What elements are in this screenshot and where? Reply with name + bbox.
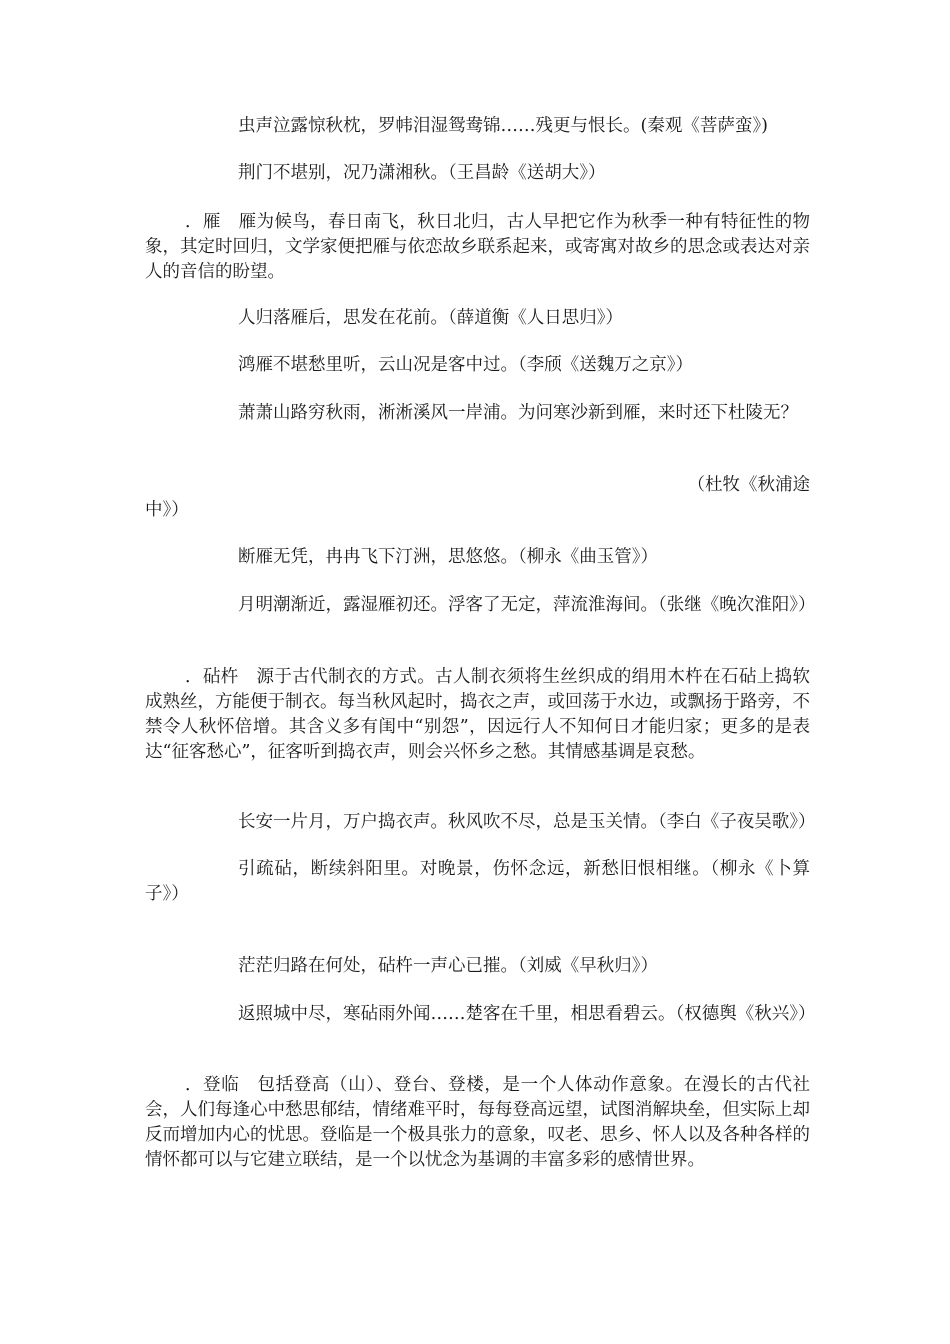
section-zhenchu-intro: ．砧杵 源于古代制衣的方式。古人制衣须将生丝织成的绢用木杵在石砧上捣软成熟丝，方能便于制衣。每当秋风起时，捣衣之声，或回荡于水边，或飘扬于路旁，不禁令人秋怀倍增。其含义多有闺中“别怨”，因远行人不知何日才能归家；更多的是表达“征客愁心”，征客听到捣衣声，则会兴怀乡之愁。其情感基调是哀愁。 [145, 667, 810, 762]
quote-xue-daoheng: 人归落雁后，思发在花前。（薛道衡《人日思归》） [238, 308, 623, 328]
quote-qin-guan: 虫声泣露惊秋枕，罗帏泪湿鸳鸯锦……残更与恨长。(秦观《菩萨蛮》) [238, 116, 768, 136]
quote-du-mu-source-cont: 中》） [145, 500, 189, 520]
quote-li-bai: 长安一片月，万户捣衣声。秋风吹不尽，总是玉关情。（李白《子夜吴歌》） [238, 812, 816, 832]
quote-liu-yong-quyuguan: 断雁无凭，冉冉飞下汀洲，思悠悠。（柳永《曲玉管》） [238, 547, 658, 567]
section-denglin-intro: ．登临 包括登高（山）、登台、登楼，是一个人体动作意象。在漫长的古代社会，人们每逢心中愁思郁结，情绪难平时，每每登高远望，试图消解块垒，但实际上却反而增加内心的忧思。登临是一个极具张力的意象，叹老、思乡、怀人以及各种各样的情怀都可以与它建立联结，是一个以忧念为基调的丰富多彩的感情世界。 [145, 1075, 810, 1170]
quote-quan-deyu: 返照城中尽，寒砧雨外闻……楚客在千里，相思看碧云。（权德舆《秋兴》） [238, 1004, 816, 1024]
section-yan-intro: ．雁 雁为候鸟，春日南飞，秋日北归，古人早把它作为秋季一种有特征性的物象，其定时回归，文学家便把雁与依恋故乡联系起来，或寄寓对故乡的思念或表达对亲人的音信的盼望。 [145, 212, 810, 282]
quote-liu-wei: 茫茫归路在何处，砧杵一声心已摧。（刘威《早秋归》） [238, 956, 658, 976]
quote-li-qi: 鸿雁不堪愁里听，云山况是客中过。（李颀《送魏万之京》） [238, 355, 693, 375]
quote-du-mu-source: （杜牧《秋浦途 [687, 475, 810, 495]
quote-liu-yong-busuanzi: 引疏砧，断续斜阳里。对晚景，伤怀念远，新愁旧恨相继。（柳永《卜算子》） [145, 859, 810, 904]
quote-du-mu: 萧萧山路穷秋雨，淅淅溪风一岸浦。为问寒沙新到雁，来时还下杜陵无？ [238, 403, 798, 423]
quote-wang-changling: 荆门不堪别，况乃潇湘秋。（王昌龄《送胡大》） [238, 163, 606, 183]
quote-zhang-ji: 月明潮渐近，露湿雁初还。浮客了无定，萍流淮海间。（张继《晚次淮阳》） [238, 595, 816, 615]
